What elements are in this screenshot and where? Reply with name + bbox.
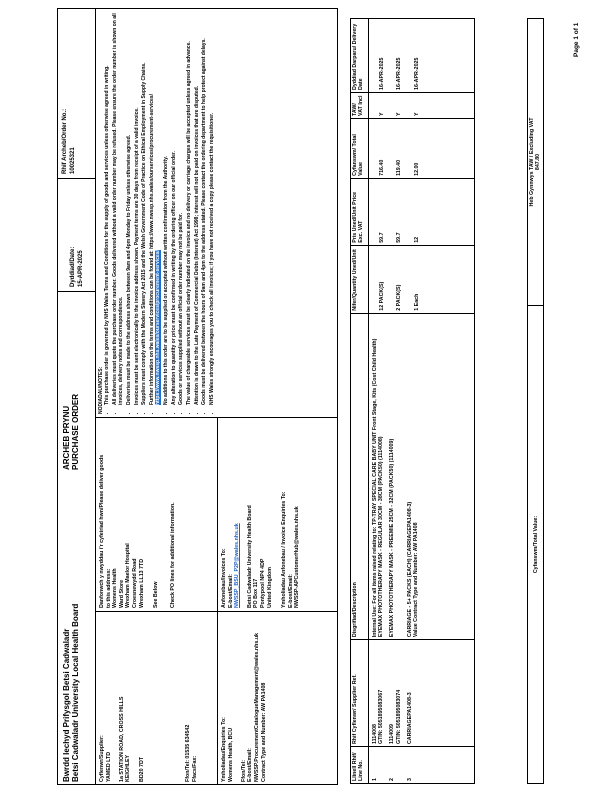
supplier-tel: Ffon/Tel: 01535 634542 xyxy=(185,724,192,782)
cell-total-value: 12.00 xyxy=(404,118,475,178)
divider xyxy=(95,611,338,612)
cell-delivery-date: 16-APR-2025 xyxy=(386,19,403,93)
header-quantity: Nifer/Quantity Uned/Unit xyxy=(351,245,369,313)
org-name xyxy=(62,604,80,782)
cell-unit-price: 12 xyxy=(404,178,475,245)
order-date xyxy=(70,247,85,287)
org-welsh: Bwrdd Iechyd Prifysgol Betsi Cadwaladr xyxy=(62,628,71,782)
delivery-line: Wrexham LL13 7TD xyxy=(138,558,145,608)
terms-item-text: • Further information on the terms and conditions can be found at: https://www.nwssp.nhs.wales/ourservices/procurement-services/ xyxy=(148,94,155,405)
order-lines-table xyxy=(350,18,475,784)
invoices-address-line: United Kingdom xyxy=(266,567,273,608)
terms-item xyxy=(149,12,161,405)
doc-type-english: PURCHASE ORDER xyxy=(71,393,80,470)
table-row xyxy=(386,19,403,784)
invoices-email-link[interactable]: NWSSP_BSU_P2P@wales.nhs.uk xyxy=(234,523,241,608)
terms-heading: NODIADAU/NOTES: xyxy=(98,366,104,414)
cell-quantity: 1 Each xyxy=(404,245,475,313)
invoices-address-line: Pontypool NP4 4DP xyxy=(259,558,266,608)
terms-item: • Goods must be delivered between the hours of 9am and 4pm to the address stated. Please contact the ordering department to help protect against delays. xyxy=(201,12,207,405)
terms-item: • All deliveries must quote the purchase order number. Goods delivered without a valid order number may be refused. Please ensure the order number is shown on all invoices, delivery notes and correspondence. xyxy=(112,12,124,405)
cell-quantity: 2 PACK(S) xyxy=(386,245,403,313)
cell-delivery-date: 16-APR-2025 xyxy=(404,19,475,93)
header-supplier-ref: Rhif Cyflenwr/ Supplier Ref. xyxy=(351,640,369,747)
supplier-line xyxy=(112,614,119,782)
terms-item: • NHS Wales strongly encourages you to check all invoices; if you have not received a copy please contact the requisitioner. xyxy=(209,12,215,405)
invoices-email-label: E-bost/Email: xyxy=(227,574,234,608)
cell-line-no: 1 xyxy=(369,747,387,784)
supplier-fax: Ffacs/Fax: xyxy=(191,755,198,782)
table-row xyxy=(404,19,475,784)
delivery-line: Wrexham Maelor Hospital xyxy=(125,543,132,608)
divider xyxy=(217,418,218,785)
order-label: Rhif Archeb/Order No.: xyxy=(62,108,68,174)
cell-supplier-ref: 1114008 GTIN: 5051895083067 xyxy=(369,640,387,747)
cell-vat: Y xyxy=(386,92,403,118)
header-total-value: Cyfanswm/ Total Value xyxy=(351,118,369,178)
delivery-line: Womens Health xyxy=(112,568,119,608)
supplier-label: Cyflenwr/Supplier: xyxy=(99,735,105,782)
delivery-note: Check PO lines for additional information. xyxy=(169,502,176,608)
date-label: Dyddiad/Date: xyxy=(70,246,76,287)
enquiries-contract: Contract Type and Number: AW PA1408 xyxy=(260,682,267,782)
cell-unit-price: 59.7 xyxy=(386,178,403,245)
terms-block xyxy=(98,12,336,414)
cell-unit-price: 59.7 xyxy=(369,178,387,245)
page-number: Page 1 of 1 xyxy=(573,22,580,57)
enquiries-line: E-bost/Email: xyxy=(247,748,254,782)
enquiries-line: Ffon/Tel: xyxy=(240,760,247,782)
enquiries-line: Womens Health, BCU xyxy=(227,727,234,782)
header-vat: TAW/ VAT Incl xyxy=(351,92,369,118)
invoice-enquiries-email-label: E-bost/Email: xyxy=(287,574,294,608)
supplier-line: BD20 7DT xyxy=(138,756,145,782)
total-label: Cyfanswm/Total Value: xyxy=(533,515,539,574)
cell-description: CARRIAGE - 5+ PACKS (EACH) (CARRIAGEPA1408-3) Value Contract Type and Number: AW PA1408 xyxy=(404,313,475,639)
total-excl-vat-label: Heb Gynnwys TAW / Excluding VAT xyxy=(529,117,535,207)
doc-type xyxy=(62,394,80,470)
divider xyxy=(95,417,338,418)
terms-item: • No additions to this order are to be supplied or accepted without written confirmation from the Authority. xyxy=(163,12,169,405)
header-unit-price: Pris Uned/Unit Price Exc. VAT xyxy=(351,178,369,245)
doc-type-welsh: ARCHEB PRYNU xyxy=(62,405,71,470)
cell-description: Internal Use: For all items raised relating to: TP-TRAY SPECIAL CARE BABY UNIT Front Stage, Kits (Cost Child Health) EYEMAX PHOTOTHERAPY MASK - REGULAR 30CM - 38CM (PACK50) (1114008) xyxy=(369,313,387,639)
cell-description: EYEMAX PHOTOTHERAPY MASK - PREEMIE 25CM - 32CM (PACK50) (1114009) xyxy=(386,313,403,639)
table-row xyxy=(369,19,387,784)
table-header-row xyxy=(351,19,369,784)
supplier-block xyxy=(99,614,198,782)
header-delivery-date: Dyddiad Darparu/ Delivery Date xyxy=(351,19,369,93)
header-line-no: Llinell Rhif/ Line No. xyxy=(351,747,369,784)
invoices-block xyxy=(221,422,301,608)
supplier-line: KEIGHLEY xyxy=(125,754,132,782)
terms-item: • Any alteration to quantity or price must be confirmed in writing by the ordering officer on our official order. xyxy=(171,12,177,405)
supplier-line: YAMED LTD xyxy=(105,751,112,782)
org-english: Betsi Cadwaladr University Local Health Board xyxy=(71,603,80,782)
terms-item: • Suppliers must comply with the Modern Slavery Act 2015 and the Welsh Government Code of Practice on Ethical Employment in Supply Chains. xyxy=(141,12,147,405)
cell-supplier-ref: CARRIAGEPA1408-3 xyxy=(404,640,475,747)
divider xyxy=(57,291,95,292)
cell-supplier-ref: 1114009 GTIN: 5051895083074 xyxy=(386,640,403,747)
invoice-enquiries-label: Ymholiadau Anfonebau / Invoice Enquiries To: xyxy=(281,491,288,608)
total-value: 847.80 xyxy=(535,153,542,171)
order-value: 10025321 xyxy=(69,147,76,174)
cell-vat: Y xyxy=(369,92,387,118)
cell-line-no: 3 xyxy=(404,747,475,784)
terms-item: • Deliveries must be made to the address shown between 9am and 4pm Monday to Friday unless otherwise agreed. xyxy=(126,12,132,405)
terms-item: • Goods or services supplied without an official order number may not be paid for. xyxy=(178,12,184,405)
cell-total-value: 716.40 xyxy=(369,118,387,178)
cell-vat: Y xyxy=(404,92,475,118)
supplier-line: 1a STATION ROAD, CROSS HILLS xyxy=(118,696,125,782)
terms-item: • Invoices must be sent electronically to the invoice address shown. Payment terms are 30 days from receipt of a valid invoice. xyxy=(134,12,140,405)
delivery-line: Croesnewydd Road xyxy=(131,558,138,608)
cell-quantity: 12 PACK(S) xyxy=(369,245,387,313)
divider xyxy=(57,178,95,179)
invoices-address-line: Betsi Cadwaladr University Health Board xyxy=(246,505,253,608)
divider xyxy=(95,8,96,785)
enquiries-label: Ymholiadau/Enquiries To: xyxy=(221,717,227,782)
terms-item: • Attention is drawn to the Late Payment of Commercial Debts (Interest) Act 1998; interest will not be paid on invoices that are disputed. xyxy=(194,12,200,405)
invoice-enquiries-email[interactable]: NWSSP-APCustomerHub@wales.nhs.uk xyxy=(294,506,301,608)
terms-link[interactable]: https://www.nwssp.nhs.wales/ourservices/procurement-services/ xyxy=(155,250,162,405)
enquiries-email[interactable]: NWSSP.ProcurementCatalogueManagement@wales.nhs.uk xyxy=(253,632,260,782)
enquiries-block xyxy=(221,614,267,782)
invoices-address-line: PO Box 117 xyxy=(253,578,260,608)
cell-total-value: 119.40 xyxy=(386,118,403,178)
delivery-line: Ward Store xyxy=(118,579,125,608)
delivery-see-below: See Below xyxy=(153,581,160,608)
terms-item: • The value of chargeable services must be clearly indicated on the invoice and no delivery or carriage charges will be accepted unless agreed in advance. xyxy=(186,12,192,405)
date-value: 15-APR-2025 xyxy=(77,250,84,287)
total-value-box xyxy=(527,18,544,306)
delivery-line: to this address: xyxy=(105,568,112,608)
terms-item: • This purchase order is governed by NHS Wales Terms and Conditions for the supply of goods and services unless otherwise agreed in writing. xyxy=(104,12,110,405)
delivery-block xyxy=(99,422,176,608)
cell-delivery-date: 16-APR-2025 xyxy=(369,19,387,93)
invoices-label: Anfonebau/Invoices To: xyxy=(221,548,227,608)
delivery-label: Danfonwch y nwyddau i'r cyfeiriad hwn/Please deliver goods xyxy=(99,454,105,608)
header-description: Disgrifiad/Description xyxy=(351,313,369,639)
cell-line-no: 2 xyxy=(386,747,403,784)
order-number xyxy=(62,109,77,174)
total-label-box xyxy=(527,305,544,784)
